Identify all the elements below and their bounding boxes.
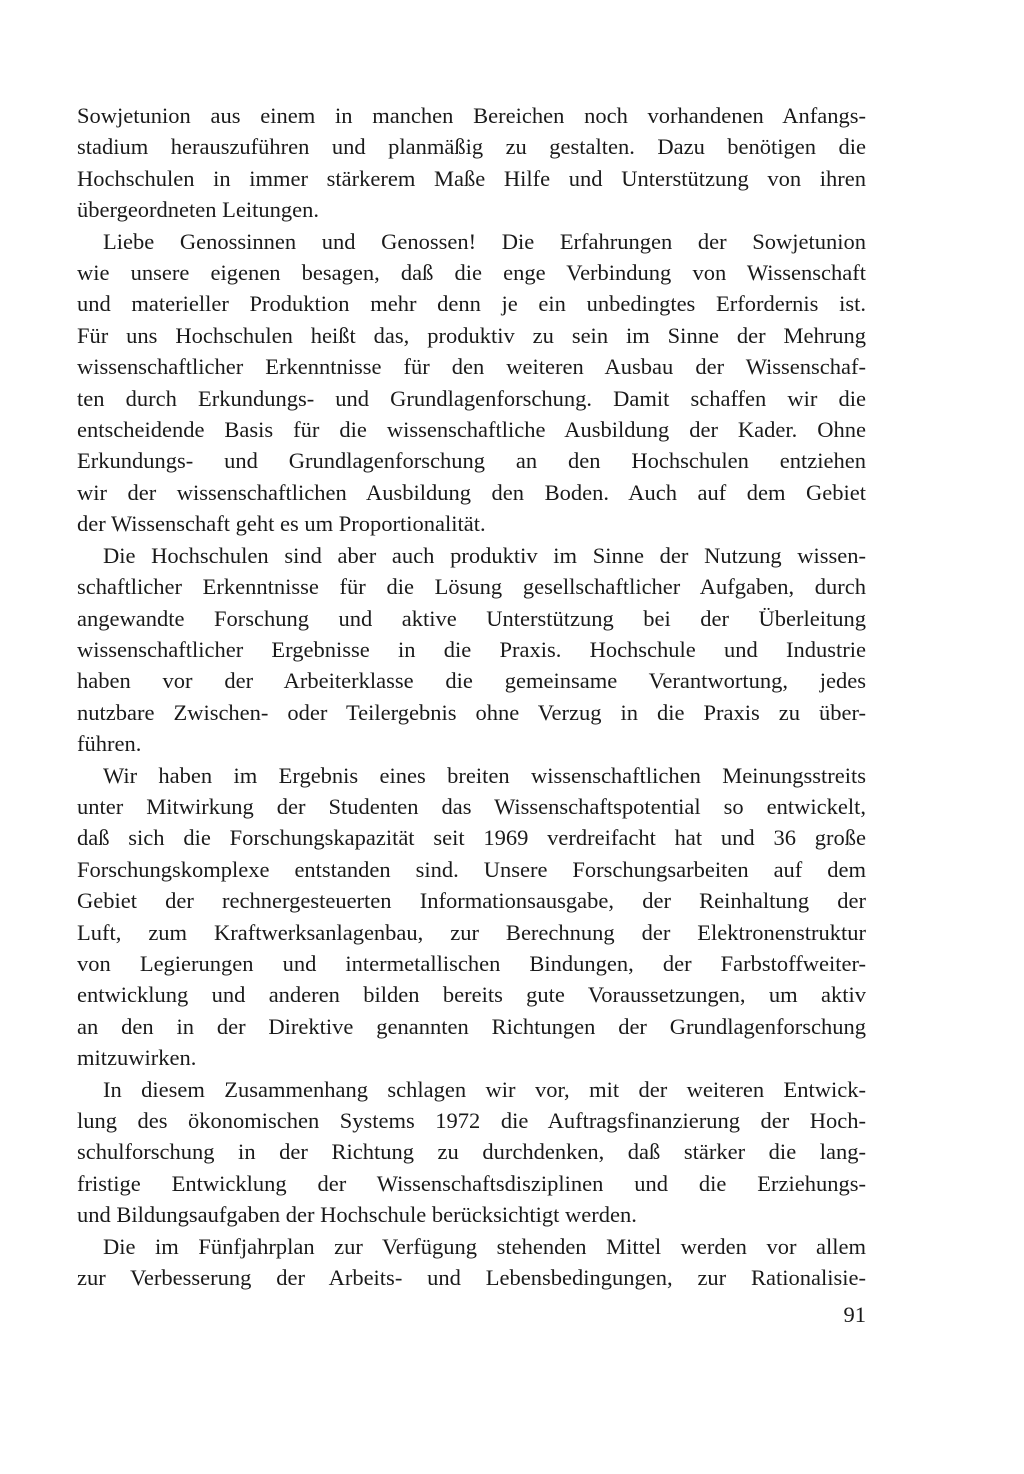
text-line: entscheidende Basis für die wissenschaftliche Ausbildung der Kader. Ohne (77, 417, 866, 443)
text-line: führen. (77, 731, 142, 757)
text-line: In diesem Zusammenhang schlagen wir vor, mit der weiteren Entwick- (103, 1076, 866, 1102)
text-line: nutzbare Zwischen- oder Teilergebnis ohne Verzug in die Praxis zu über- (77, 699, 866, 725)
text-line: von Legierungen und intermetallischen Bindungen, der Farbstoffweiter- (77, 950, 866, 976)
text-line: mitzuwirken. (77, 1045, 197, 1071)
text-line: Die im Fünfjahrplan zur Verfügung stehenden Mittel werden vor allem (103, 1233, 866, 1259)
text-line: Luft, zum Kraftwerksanlagenbau, zur Berechnung der Elektronenstruktur (77, 919, 866, 945)
paragraph (77, 226, 866, 540)
text-line: Die Hochschulen sind aber auch produktiv im Sinne der Nutzung wissen- (103, 542, 866, 568)
text-line: unter Mitwirkung der Studenten das Wissenschaftspotential so entwickelt, (77, 793, 866, 819)
paragraph (77, 100, 866, 226)
text-line: schulforschung in der Richtung zu durchdenken, daß stärker die lang- (77, 1139, 866, 1165)
text-line: und materieller Produktion mehr denn je ein unbedingtes Erfordernis ist. (77, 291, 866, 317)
text-line: Forschungskomplexe entstanden sind. Unsere Forschungsarbeiten auf dem (77, 856, 866, 882)
page-number: 91 (843, 1302, 866, 1327)
text-line: und Bildungsaufgaben der Hochschule berücksichtigt werden. (77, 1202, 637, 1228)
text-line: wissenschaftlicher Ergebnisse in die Praxis. Hochschule und Industrie (77, 636, 866, 662)
text-line: fristige Entwicklung der Wissenschaftsdisziplinen und die Erziehungs- (77, 1170, 866, 1196)
text-line: lung des ökonomischen Systems 1972 die Auftragsfinanzierung der Hoch- (77, 1108, 866, 1133)
text-line: Für uns Hochschulen heißt das, produktiv zu sein im Sinne der Mehrung (77, 322, 866, 348)
text-line: Sowjetunion aus einem in manchen Bereichen noch vorhandenen Anfangs- (77, 103, 866, 128)
text-line: wir der wissenschaftlichen Ausbildung den Boden. Auch auf dem Gebiet (77, 479, 866, 505)
text-line: Hochschulen in immer stärkerem Maße Hilfe und Unterstützung von ihren (77, 165, 866, 191)
text-line: wissenschaftlicher Erkenntnisse für den weiteren Ausbau der Wissenschaf- (77, 354, 866, 380)
text-line: der Wissenschaft geht es um Proportionalität. (77, 511, 486, 537)
paragraph (77, 760, 866, 1074)
text-line: zur Verbesserung der Arbeits- und Lebensbedingungen, zur Rationalisie- (77, 1265, 866, 1291)
paragraph (77, 1231, 866, 1294)
text-line: Erkundungs- und Grundlagenforschung an den Hochschulen entziehen (77, 448, 866, 474)
text-line: an den in der Direktive genannten Richtungen der Grundlagenforschung (77, 1013, 866, 1039)
text-line: wie unsere eigenen besagen, daß die enge Verbindung von Wissenschaft (77, 260, 866, 286)
paragraph (77, 1074, 866, 1231)
text-line: stadium herauszuführen und planmäßig zu gestalten. Dazu benötigen die (77, 134, 866, 160)
text-line: daß sich die Forschungskapazität seit 1969 verdreifacht hat und 36 große (77, 825, 866, 851)
paragraph (77, 540, 866, 760)
text-line: Gebiet der rechnergesteuerten Informationsausgabe, der Reinhaltung der (77, 888, 866, 914)
text-line: entwicklung und anderen bilden bereits gute Voraussetzungen, um aktiv (77, 982, 866, 1008)
document-body (77, 100, 866, 1293)
text-line: übergeordneten Leitungen. (77, 197, 319, 223)
text-line: schaftlicher Erkenntnisse für die Lösung gesellschaftlicher Aufgaben, durch (77, 574, 866, 600)
text-line: ten durch Erkundungs- und Grundlagenforschung. Damit schaffen wir die (77, 385, 866, 411)
text-line: Wir haben im Ergebnis eines breiten wissenschaftlichen Meinungsstreits (103, 762, 866, 788)
text-line: Liebe Genossinnen und Genossen! Die Erfahrungen der Sowjetunion (103, 228, 866, 254)
text-line: angewandte Forschung und aktive Unterstützung bei der Überleitung (77, 605, 866, 631)
text-line: haben vor der Arbeiterklasse die gemeinsame Verantwortung, jedes (77, 668, 866, 694)
